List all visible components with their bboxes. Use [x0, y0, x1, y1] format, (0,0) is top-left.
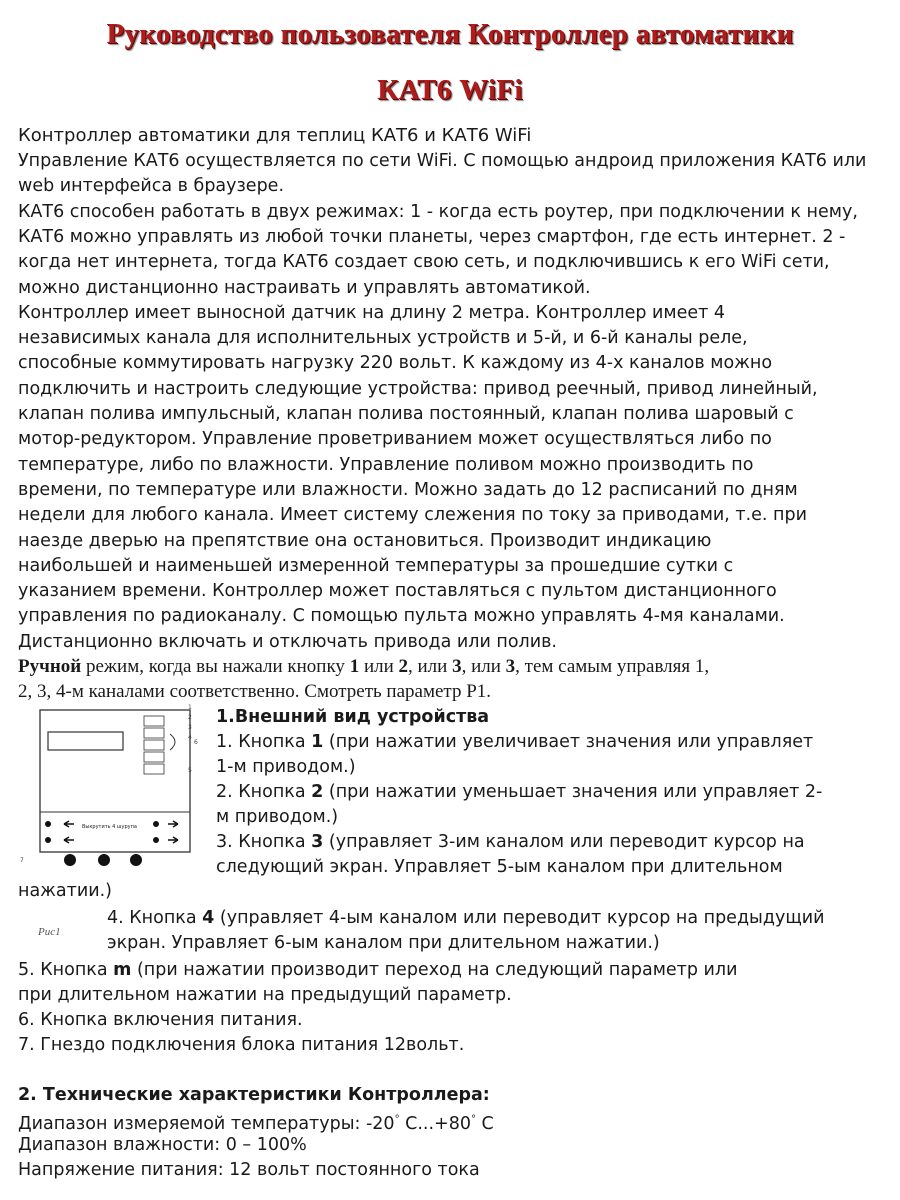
manual-mode-line-2: 2, 3, 4-м каналами соответственно. Смотреть параметр P1. — [18, 681, 492, 702]
item-text: 5. Кнопка — [18, 960, 114, 980]
screw-icon — [153, 837, 159, 843]
document-title-line-2: КАТ6 WiFi — [377, 74, 523, 106]
section-1-item-7: 7. Гнездо подключения блока питания 12вольт. — [18, 1035, 465, 1055]
spec-text: С...+80 — [399, 1113, 471, 1134]
degree-sign: ° — [394, 1114, 400, 1125]
degree-sign: ° — [470, 1114, 476, 1125]
screw-icon — [153, 821, 159, 827]
key-1-ref: 1 — [349, 656, 360, 677]
section-2-heading — [18, 1083, 890, 1108]
section-1-item-3-tail: нажатии.) — [18, 881, 112, 901]
subtitle: Контроллер автоматики для теплиц КАТ6 и КАТ6 WiFi — [18, 125, 532, 146]
callout-7: 7 — [20, 857, 24, 864]
item-text: экран. Управляет 6-ым каналом при длительном нажатии.) — [107, 932, 660, 953]
intro-line: способные коммутировать нагрузку 220 вольт. К каждому из 4-х каналов можно — [18, 353, 773, 374]
intro-line: можно дистанционно настраивать и управлять автоматикой. — [18, 277, 591, 298]
item-text: 4. Кнопка — [107, 908, 203, 928]
device-button-1 — [144, 716, 164, 726]
callout-6: 6 — [194, 739, 198, 746]
device-panel-label: Выкрутить 4 шурупа — [82, 824, 137, 830]
section-1-item-4 — [107, 906, 887, 955]
document-title-line-1: Руководство пользователя Контроллер автоматики — [106, 18, 794, 50]
intro-line: КАТ6 можно управлять из любой точки планеты, через смартфон, где есть интернет. 2 - — [18, 226, 846, 247]
callout-3: 3 — [188, 724, 192, 731]
device-button-2 — [144, 728, 164, 738]
device-body — [40, 710, 190, 852]
intro-line: наибольшей и наименьшей измеренной температуры за прошедшие сутки с — [18, 555, 734, 576]
section-1-item-3 — [216, 830, 886, 879]
device-button-3 — [144, 740, 164, 750]
intro-line: наезде дверью на препятствие она остановиться. Производит индикацию — [18, 530, 712, 551]
callout-1: 1 — [188, 704, 192, 711]
item-key: 2 — [311, 782, 324, 802]
item-text: м приводом.) — [216, 806, 339, 827]
cable-gland-icon — [64, 854, 76, 866]
cable-gland-icon — [98, 854, 110, 866]
intro-line: подключить и настроить следующие устройства: привод реечный, привод линейный, — [18, 378, 818, 399]
section-2-heading-text: 2. Технические характеристики Контроллера: — [18, 1085, 490, 1105]
intro-line: клапан полива импульсный, клапан полива постоянный, клапан полива шаровый с — [18, 404, 794, 424]
item-key: m — [113, 960, 132, 980]
item-text: (при нажатии производит переход на следующий параметр или — [131, 960, 738, 980]
manual-mode-text: , тем самым управляя 1, — [515, 656, 710, 677]
intro-line: управления по радиоканалу. С помощью пульта можно управлять 4-мя каналами. — [18, 606, 785, 627]
item-text: (при нажатии уменьшает значения или управляет 2- — [323, 782, 823, 802]
screw-icon — [45, 837, 51, 843]
spec-humidity: Диапазон влажности: 0 – 100% — [18, 1135, 307, 1155]
manual-mode-text: , или — [461, 656, 506, 677]
intro-line: когда нет интернета, тогда КАТ6 создает свою сеть, и подключившись к его WiFi сети, — [18, 252, 830, 273]
figure-caption: Рис1 — [38, 926, 61, 938]
item-key: 3 — [311, 832, 324, 852]
section-1-item-5 — [18, 958, 890, 1007]
intro-line: КАТ6 способен работать в двух режимах: 1 - когда есть роутер, при подключении к нему, — [18, 201, 858, 222]
key-2-ref: 2 — [398, 656, 409, 677]
section-1-item-1 — [216, 730, 886, 779]
intro-line: Контроллер имеет выносной датчик на длину 2 метра. Контроллер имеет 4 — [18, 302, 726, 323]
intro-line: указанием времени. Контроллер может поставляться с пультом дистанционного — [18, 581, 777, 602]
item-key: 4 — [202, 908, 215, 928]
spec-text: С — [475, 1113, 494, 1134]
item-text: 2. Кнопка — [216, 782, 312, 802]
item-key: 1 — [311, 732, 324, 752]
callout-5: 5 — [188, 767, 192, 774]
item-text: (при нажатии увеличивает значения или управляет — [323, 732, 814, 752]
manual-mode-text: или — [359, 656, 399, 677]
callout-4: 4 — [188, 734, 192, 741]
screw-icon — [45, 821, 51, 827]
device-figure — [18, 700, 208, 870]
manual-mode-text: , или — [408, 656, 453, 677]
device-button-m — [144, 764, 164, 774]
section-1-item-6: 6. Кнопка включения питания. — [18, 1010, 303, 1030]
intro-line: температуре, либо по влажности. Управление поливом можно производить по — [18, 454, 754, 475]
section-1-item-2 — [216, 780, 886, 829]
item-text: следующий экран. Управляет 5-ым каналом при длительном — [216, 856, 783, 877]
spec-voltage: Напряжение питания: 12 вольт постоянного тока — [18, 1160, 480, 1180]
device-button-4 — [144, 752, 164, 762]
intro-line: мотор-редуктором. Управление проветриванием может осуществляться либо по — [18, 429, 772, 450]
intro-line: Управление КАТ6 осуществляется по сети WiFi. С помощью андроид приложения КАТ6 или — [18, 151, 867, 171]
key-3-ref: 3 — [452, 656, 462, 677]
section-1-heading-text: 1.Внешний вид устройства — [216, 707, 490, 727]
intro-line: времени, по температуре или влажности. Можно задать до 12 расписаний по дням — [18, 479, 798, 500]
item-text: 1. Кнопка — [216, 732, 312, 752]
intro-line: Дистанционно включать и отключать привода или полив. — [18, 631, 557, 652]
cable-gland-icon — [130, 854, 142, 866]
item-text: 1-м приводом.) — [216, 756, 356, 777]
key-3b-ref: 3 — [505, 656, 516, 677]
callout-2: 2 — [188, 714, 192, 721]
section-1-heading — [216, 705, 886, 730]
intro-line: независимых канала для исполнительных устройств и 5-й, и 6-й каналы реле, — [18, 328, 748, 349]
manual-mode-bold-word: Ручной — [18, 656, 82, 677]
manual-mode-text: режим, когда вы нажали кнопку — [81, 656, 350, 677]
device-display — [48, 732, 123, 750]
item-text: (управляет 3-им каналом или переводит курсор на — [323, 832, 805, 852]
manual-mode-line-1 — [18, 655, 890, 680]
item-text: 3. Кнопка — [216, 832, 312, 852]
intro-line: недели для любого канала. Имеет систему слежения по току за приводами, т.е. при — [18, 505, 807, 526]
intro-line: web интерфейса в браузере. — [18, 176, 285, 197]
spec-text: Диапазон измеряемой температуры: -20 — [18, 1113, 395, 1134]
item-text: (управляет 4-ым каналом или переводит курсор на предыдущий — [214, 908, 825, 928]
item-text: при длительном нажатии на предыдущий параметр. — [18, 984, 512, 1005]
